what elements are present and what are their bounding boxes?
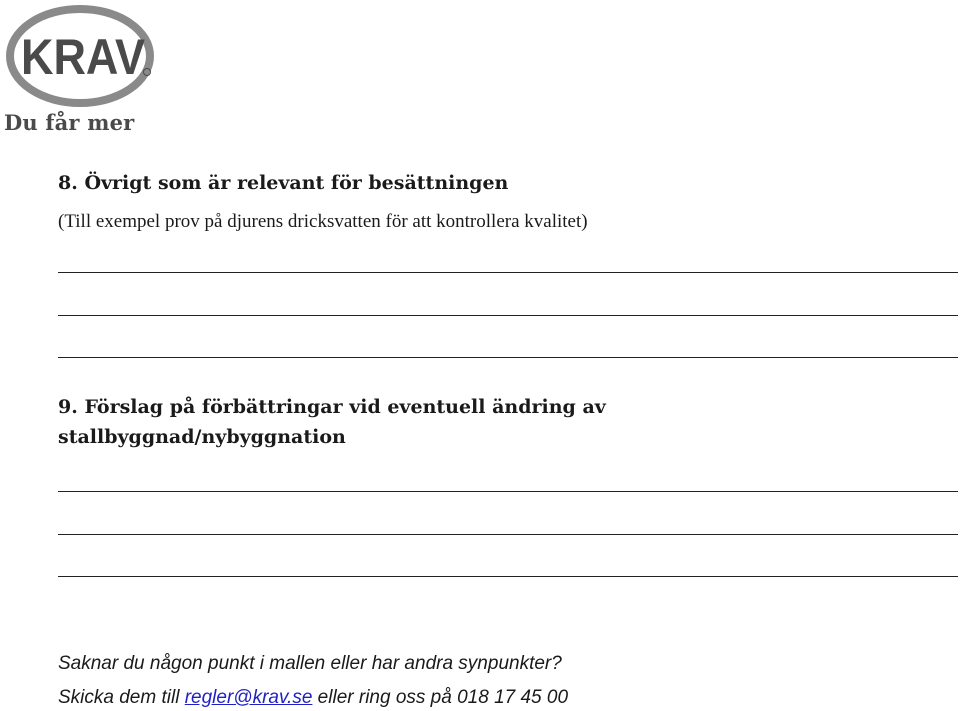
section-8-heading: 8. Övrigt som är relevant för besättningen: [58, 172, 509, 194]
answer-line-8-1[interactable]: [58, 272, 958, 273]
section-9-heading-line-2: stallbyggnad/nybyggnation: [58, 426, 346, 448]
footer-contact-prefix: Skicka dem till: [58, 687, 185, 708]
answer-line-9-3[interactable]: [58, 576, 958, 577]
section-9-heading-line-1: 9. Förslag på förbättringar vid eventuell ändring av: [58, 396, 606, 418]
answer-line-8-2[interactable]: [58, 315, 958, 316]
footer-contact-suffix: eller ring oss på 018 17 45 00: [312, 687, 569, 708]
footer-contact: [58, 686, 568, 710]
krav-logo-mark: [4, 4, 156, 114]
section-8-subtext: (Till exempel prov på djurens dricksvatten för att kontrollera kvalitet): [58, 211, 588, 232]
email-link[interactable]: regler@krav.se: [184, 687, 313, 708]
section-9-heading: [58, 392, 606, 452]
logo-tagline: Du får mer: [4, 110, 135, 135]
answer-line-9-2[interactable]: [58, 534, 958, 535]
answer-line-8-3[interactable]: [58, 357, 958, 358]
krav-logo-text: KRAV: [21, 29, 146, 85]
answer-line-9-1[interactable]: [58, 491, 958, 492]
footer-question: Saknar du någon punkt i mallen eller har andra synpunkter?: [58, 653, 562, 674]
